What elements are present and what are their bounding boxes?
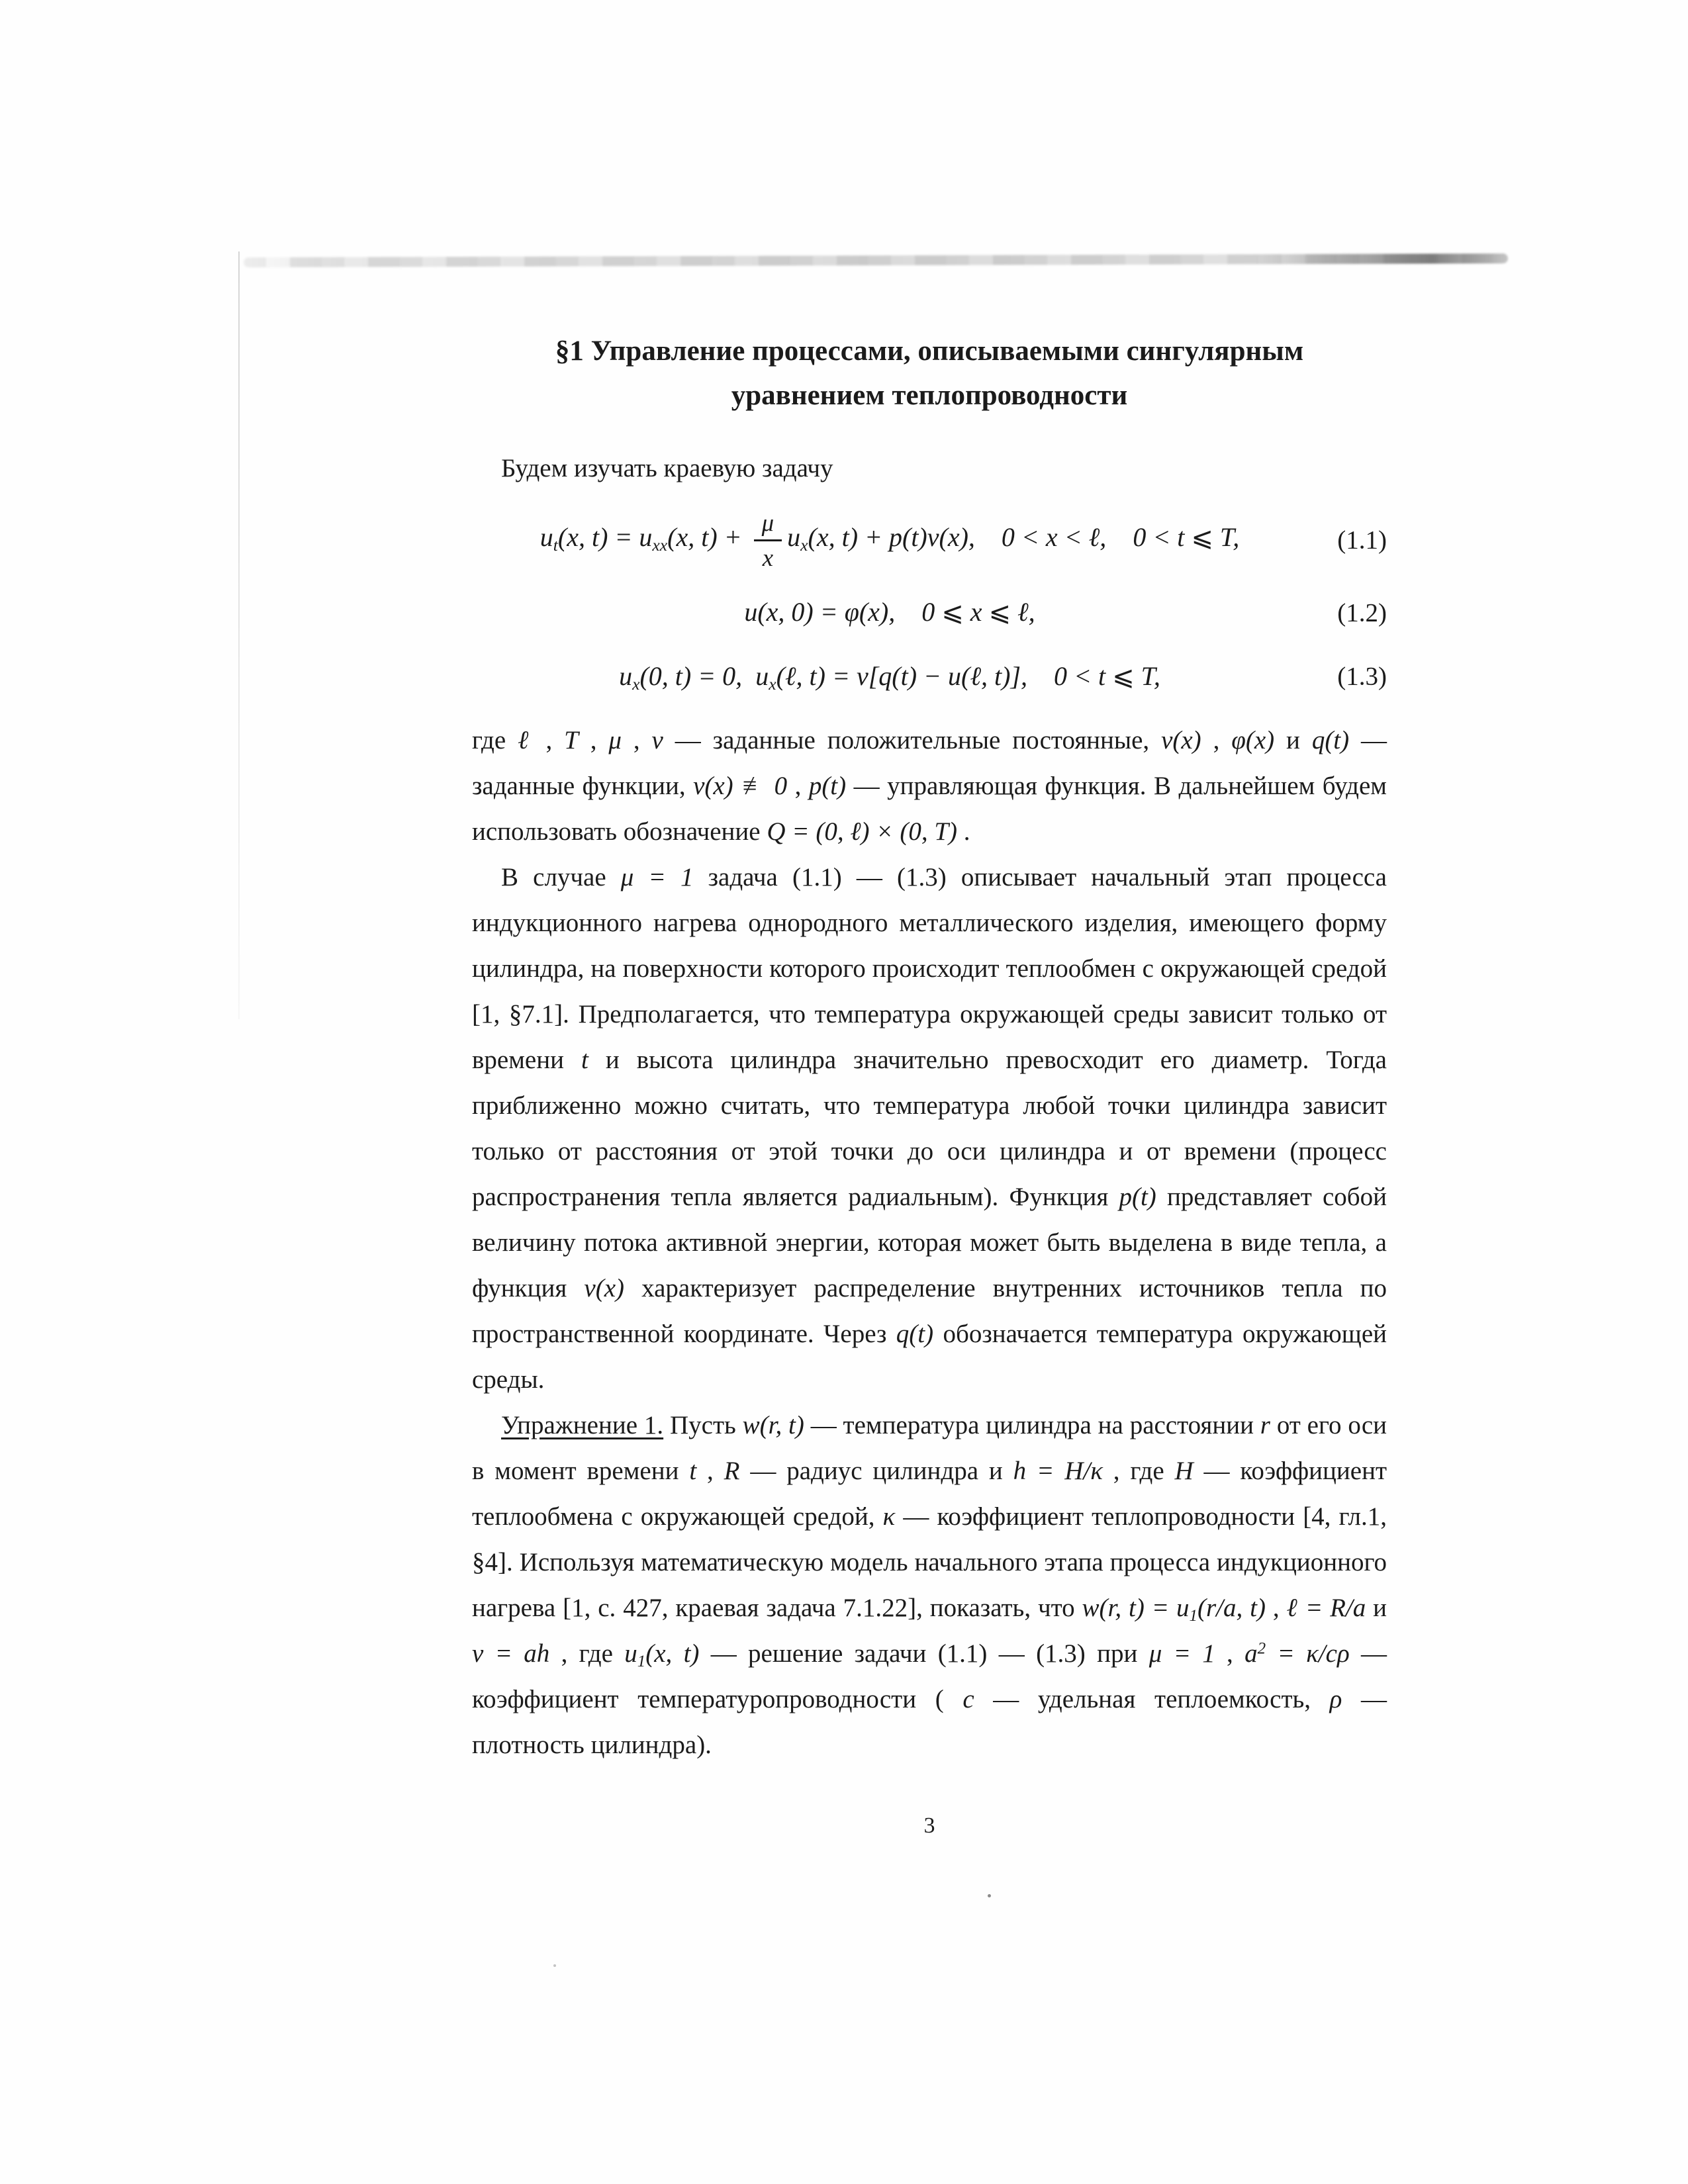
equation-1-3 xyxy=(472,653,1387,700)
section-title-line2: уравнением теплопроводности xyxy=(731,379,1128,411)
body-paragraphs xyxy=(472,717,1387,1768)
fraction-numerator: μ xyxy=(754,508,782,541)
page-number: 3 xyxy=(923,1813,935,1839)
equation-1-1 xyxy=(472,508,1387,572)
scan-artifact-left-line xyxy=(238,251,240,1019)
scan-speck xyxy=(988,1894,991,1897)
paragraph: где ℓ , T , μ , ν — заданные положительные постоянные, v(x) , φ(x) и q(t) — заданные функции, v(x) ≢ 0 , p(t) — управляющая функция. В дальнейшем будем использовать обозначение Q = (0, ℓ) × (0, T) . xyxy=(472,725,1387,846)
equation-body: $u_t(x$, $t) = u_{xx}(x$, t) + $\frac{\mu}{x}$ $u_x(x$, t) + p(t)v(x), 0 < x < ℓ, 0 < t ⩽ T, xyxy=(539,509,1240,571)
equation-body: u(x, 0) = φ(x), 0 ⩽ x ⩽ ℓ, xyxy=(744,597,1035,627)
intro-paragraph: Будем изучать краевую задачу xyxy=(501,454,833,483)
paragraph: Упражнение 1. Пусть w(r, t) — температура цилиндра на расстоянии r от его оси в момент времени t , R — радиус цилиндра и h = H/κ , где H — коэффициент теплообмена с окружающей средой, κ — коэффициент теплопроводности [4, гл.1, §4]. Используя математическую модель начального этапа процесса индукционного нагрева [1, с. 427, краевая задача 7.1.22], показать, что w(r, $t) = u_1(r/a$, t) , ℓ = R/a и ν = ah , где $u_1(x$, t) — решение задачи (1.1) — (1.3) при μ = 1 , $a^2 = \kappa/c\rho$ — коэффициент температуропроводности ( c — удельная теплоемкость, ρ — плотность цилиндра). xyxy=(472,1410,1387,1760)
section-title-line1: §1 Управление процессами, описываемыми сингулярным xyxy=(555,336,1304,367)
paragraph: В случае μ = 1 задача (1.1) — (1.3) описывает начальный этап процесса индукционного нагрева однородного металлического изделия, имеющего форму цилиндра, на поверхности которого происходит теплообмен с окружающей средой [1, §7.1]. Предполагается, что температура окружающей среды зависит только от времени t и высота цилиндра значительно превосходит его диаметр. Тогда приближенно можно считать, что температура любой точки цилиндра зависит только от расстояния от этой точки до оси цилиндра и от времени (процесс распространения тепла является радиальным). Функция p(t) представляет собой величину потока активной энергии, которая может быть выделена в виде тепла, а функция v(x) характеризует распределение внутренних источников тепла по пространственной координате. Через q(t) обозначается температура окружающей среды. xyxy=(472,862,1387,1394)
fraction xyxy=(754,508,782,572)
section-title xyxy=(472,330,1387,418)
equation-number: (1.2) xyxy=(1337,598,1387,627)
equation-body: $u_x(0$, t) = 0, $u_x(\ell$, t) = ν[q(t) − u(ℓ, t)], 0 < t ⩽ T, xyxy=(619,660,1160,694)
equations-block xyxy=(472,508,1387,700)
equation-1-2 xyxy=(472,589,1387,636)
equation-number: (1.1) xyxy=(1337,525,1387,555)
fraction-denominator: x xyxy=(762,543,774,571)
scan-speck xyxy=(553,1964,556,1967)
page-content xyxy=(472,0,1387,1846)
equation-number: (1.3) xyxy=(1337,662,1387,691)
